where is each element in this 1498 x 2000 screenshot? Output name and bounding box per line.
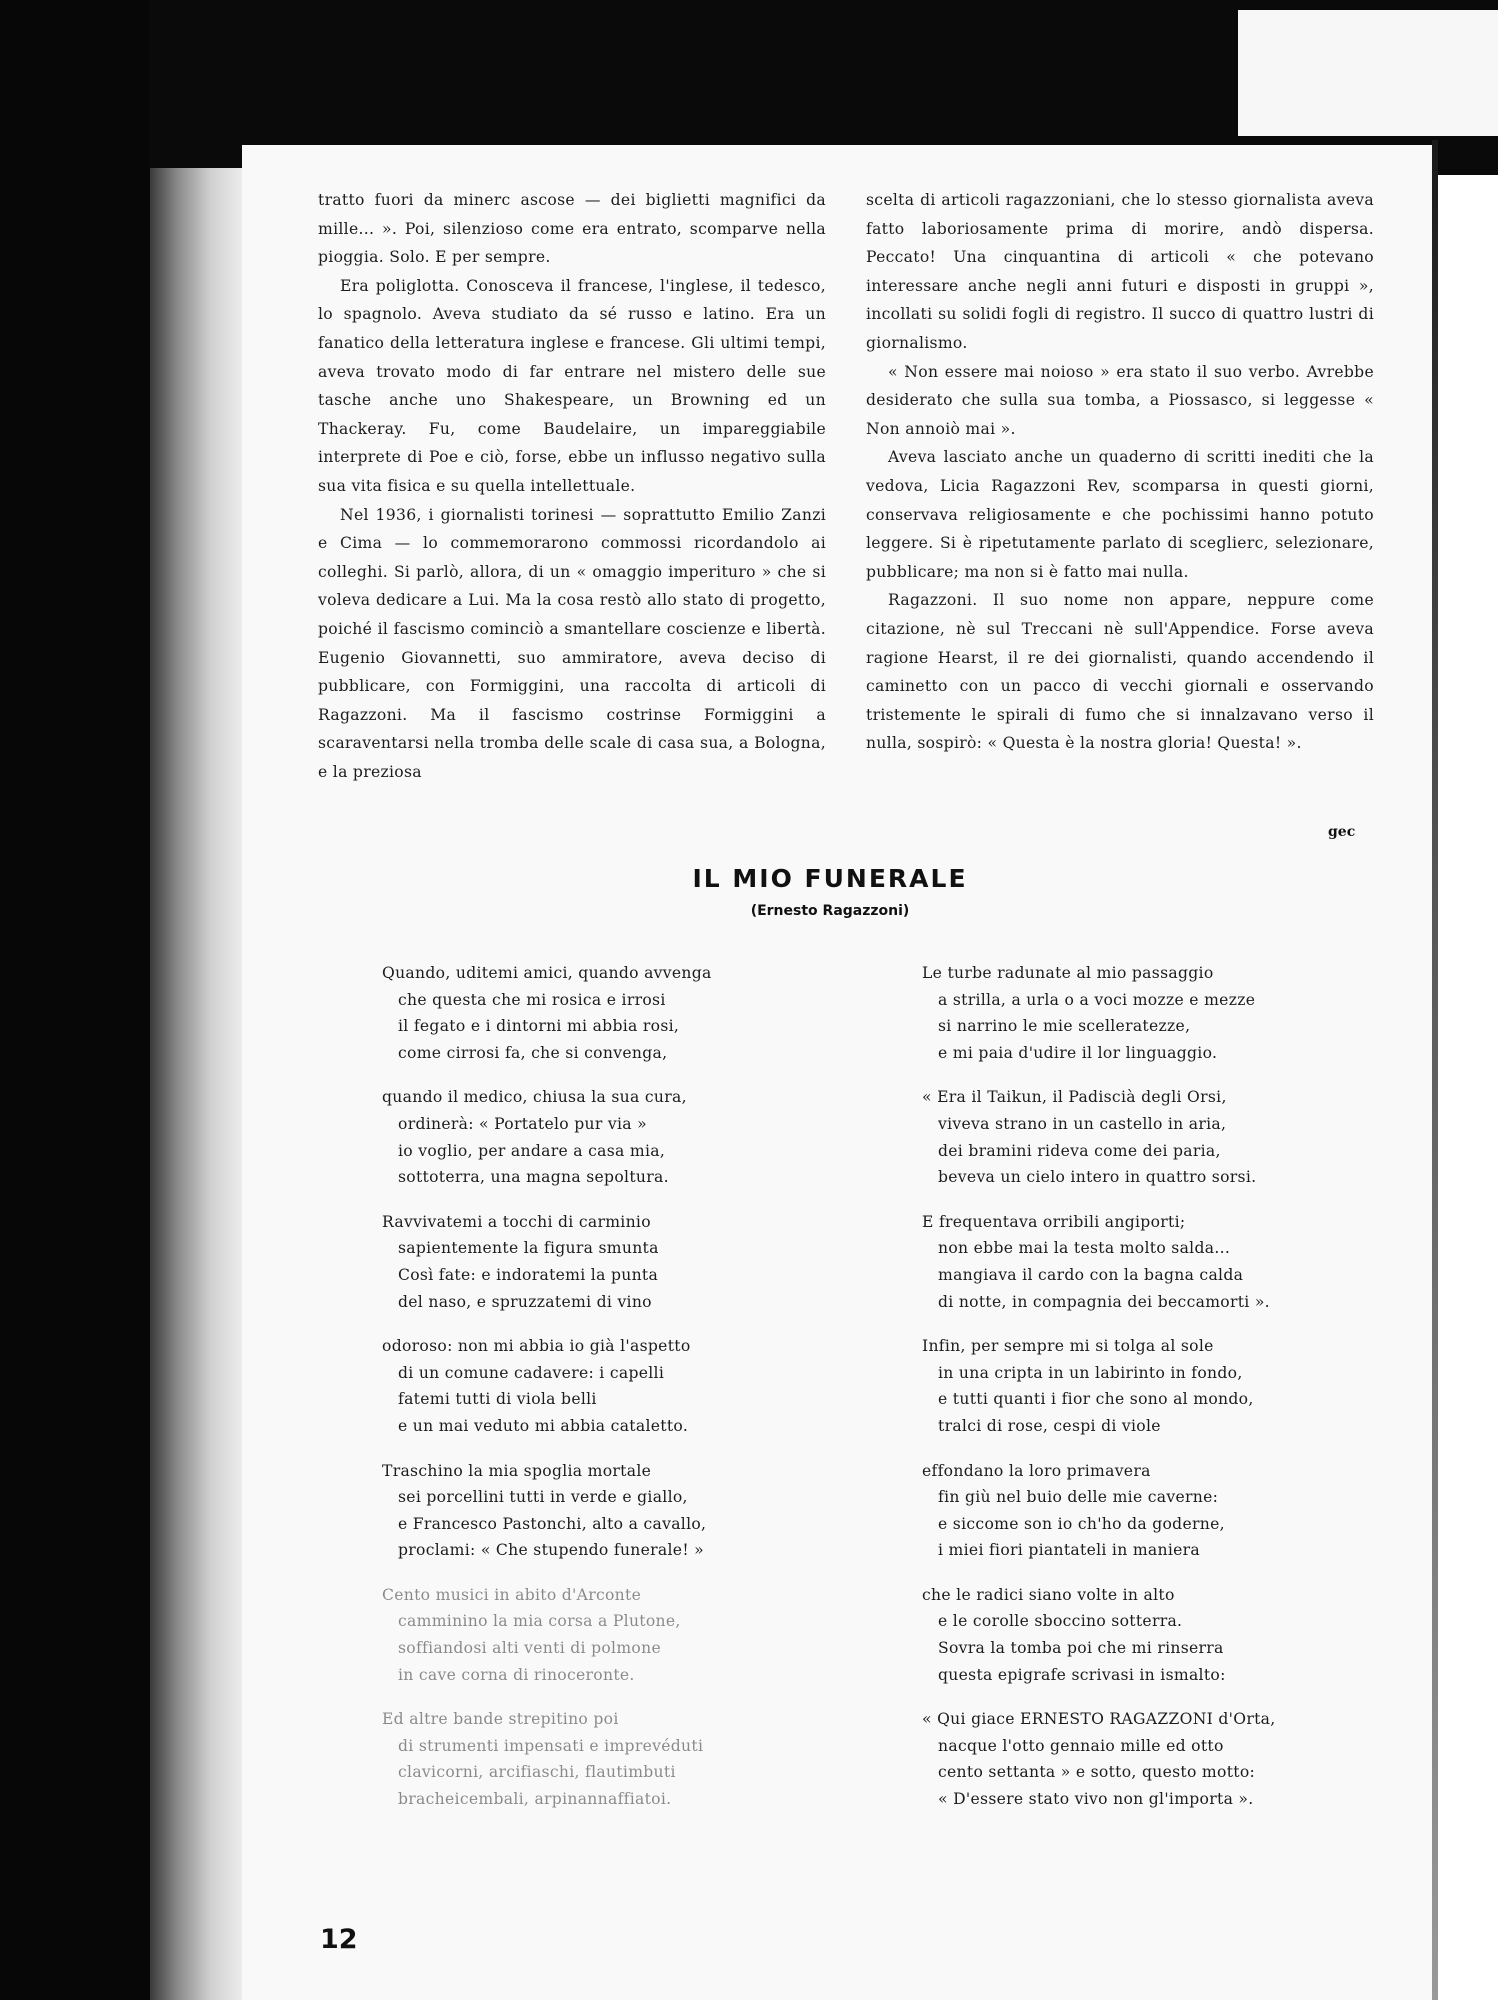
poem-line: bracheicembali, arpinannaffiatoi. (398, 1790, 672, 1809)
poem-line: « Qui giace ERNESTO RAGAZZONI d'Orta, (922, 1710, 1276, 1729)
poem-line: i miei fiori piantateli in maniera (938, 1541, 1201, 1560)
article-paragraph: Ragazzoni. Il suo nome non appare, neppure come citazione, nè sul Treccani nè sull'Appendice. Forse aveva ragione Hearst, il re dei giornalisti, quando accendendo il caminetto con un pacco di vecchi giornali e osservando tristemente le spirali di fumo che si innalzavano verso il nulla, sospirò: « Questa è la nostra gloria! Questa! ». (866, 591, 1374, 753)
poem-line: beveva un cielo intero in quattro sorsi. (938, 1168, 1257, 1187)
article-paragraph: « Non essere mai noioso » era stato il suo verbo. Avrebbe desiderato che sulla sua tomba, a Piossasco, si leggesse « Non annoiò mai ». (866, 362, 1374, 438)
page-number: 12 (320, 1924, 358, 1955)
poem-line: del naso, e spruzzatemi di vino (398, 1292, 652, 1311)
poem-line: Sovra la tomba poi che mi rinserra (938, 1639, 1224, 1658)
poem-stanza (382, 1458, 772, 1564)
poem-stanza (382, 960, 772, 1066)
poem-line: di notte, in compagnia dei beccamorti ». (938, 1292, 1270, 1311)
poem-line: mangiava il cardo con la bagna calda (938, 1265, 1244, 1284)
poem-line: fin giù nel buio delle mie caverne: (938, 1488, 1219, 1507)
poem-line: sapientemente la figura smunta (398, 1239, 659, 1258)
poem-line: a strilla, a urla o a voci mozze e mezze (938, 990, 1256, 1009)
article-column-right (866, 186, 1374, 758)
poem-line: Le turbe radunate al mio passaggio (922, 964, 1214, 982)
article-paragraph: Nel 1936, i giornalisti torinesi — soprattutto Emilio Zanzi e Cima — lo commemorarono commossi ricordandolo ai colleghi. Si parlò, allora, di un « omaggio imperituro » che si voleva dedicare a Lui. Ma la cosa restò allo stato di progetto, poiché il fascismo cominciò a smantellare coscienze e libertà. Eugenio Giovannetti, suo ammiratore, aveva deciso di pubblicare, con Formiggini, una raccolta di articoli di Ragazzoni. Ma il fascismo costrinse Formiggini a scaraventarsi nella tromba delle scale di casa sua, a Bologna, e la preziosa (318, 505, 826, 781)
poem-line: si narrino le mie scelleratezze, (938, 1017, 1191, 1036)
poem-line: Cento musici in abito d'Arconte (382, 1585, 642, 1604)
poem-line: odoroso: non mi abbia io già l'aspetto (382, 1337, 691, 1356)
poem-stanza (922, 1582, 1382, 1688)
poem-stanza (382, 1706, 772, 1812)
poem-line: E frequentava orribili angiporti; (922, 1212, 1186, 1231)
poem-stanza (922, 1209, 1382, 1315)
poem-column-left (382, 960, 772, 1831)
poem-line: Quando, uditemi amici, quando avvenga (382, 964, 712, 982)
poem-line: sottoterra, una magna sepoltura. (398, 1168, 669, 1187)
poem-line: quando il medico, chiusa la sua cura, (382, 1088, 687, 1107)
poem-line: di un comune cadavere: i capelli (398, 1363, 665, 1382)
poem-line: « Era il Taikun, il Padiscià degli Orsi, (922, 1088, 1227, 1107)
poem-line: in cave corna di rinoceronte. (398, 1665, 635, 1684)
poem-stanza (382, 1084, 772, 1190)
poem-line: Traschino la mia spoglia mortale (382, 1461, 652, 1480)
poem-line: Così fate: e indoratemi la punta (398, 1265, 659, 1284)
poem-stanza (382, 1582, 772, 1688)
poem-column-right (922, 960, 1382, 1831)
poem-line: soffiandosi alti venti di polmone (398, 1639, 661, 1658)
poem-line: viveva strano in un castello in aria, (938, 1114, 1227, 1133)
scan-border-left (0, 0, 150, 2000)
poem-line: e siccome son io ch'ho da goderne, (938, 1514, 1225, 1533)
book-spine-shadow (150, 168, 242, 2000)
poem-line: tralci di rose, cespi di viole (938, 1416, 1161, 1435)
poem-stanza (922, 1084, 1382, 1190)
poem-line: nacque l'otto gennaio mille ed otto (938, 1736, 1224, 1755)
poem-line: Ravvivatemi a tocchi di carminio (382, 1212, 651, 1231)
poem-line: che le radici siano volte in alto (922, 1585, 1175, 1604)
poem-line: e mi paia d'udire il lor linguaggio. (938, 1043, 1218, 1062)
poem-stanza (922, 1706, 1382, 1812)
poem-line: clavicorni, arcifiaschi, flautimbuti (398, 1763, 676, 1782)
poem-line: io voglio, per andare a casa mia, (398, 1141, 666, 1160)
poem-line: Infin, per sempre mi si tolga al sole (922, 1337, 1214, 1356)
poem-stanza (382, 1209, 772, 1315)
article-paragraph: Aveva lasciato anche un quaderno di scritti inediti che la vedova, Licia Ragazzoni Rev, scomparsa in questi giorni, conservava religiosamente e che pochissimi hanno potuto leggere. Si è ripetutamente parlato di sceglierc, selezionare, pubblicare; ma non si è fatto mai nulla. (866, 448, 1374, 581)
poem-stanza (922, 1333, 1382, 1439)
poem-line: il fegato e i dintorni mi abbia rosi, (398, 1017, 680, 1036)
poem-line: come cirrosi fa, che si convenga, (398, 1043, 668, 1062)
poem-line: ordinerà: « Portatelo pur via » (398, 1114, 647, 1133)
poem-line: effondano la loro primavera (922, 1461, 1151, 1480)
article-paragraph: scelta di articoli ragazzoniani, che lo stesso giornalista aveva fatto laboriosamente prima di morire, andò dispersa. Peccato! Una cinquantina di articoli « che potevano interessare anche negli anni futuri e disposti in gruppi », incollati su solidi fogli di registro. Il succo di quattro lustri di giornalismo. (866, 191, 1374, 352)
poem-line: Ed altre bande strepitino poi (382, 1710, 619, 1729)
poem-line: in una cripta in un labirinto in fondo, (938, 1363, 1243, 1382)
poem-stanza (922, 1458, 1382, 1564)
poem-line: cento settanta » e sotto, questo motto: (938, 1763, 1256, 1782)
poem-line: e tutti quanti i fior che sono al mondo, (938, 1390, 1254, 1409)
poem-line: fatemi tutti di viola belli (398, 1390, 597, 1409)
poem-line: camminino la mia corsa a Plutone, (398, 1612, 681, 1631)
poem-stanza (922, 960, 1382, 1066)
poem-line: e le corolle sboccino sotterra. (938, 1612, 1183, 1631)
poem-stanza (382, 1333, 772, 1439)
article-column-left (318, 186, 826, 786)
poem-line: di strumenti impensati e imprevéduti (398, 1736, 704, 1755)
poem-line: dei bramini rideva come dei paria, (938, 1141, 1221, 1160)
article-signature: gec (1328, 824, 1356, 840)
page-edge-shadow (1432, 140, 1438, 2000)
poem-line: questa epigrafe scrivasi in ismalto: (938, 1665, 1226, 1684)
poem-line: sei porcellini tutti in verde e giallo, (398, 1488, 688, 1507)
poem-line: proclami: « Che stupendo funerale! » (398, 1541, 704, 1560)
poem-line: e Francesco Pastonchi, alto a cavallo, (398, 1514, 707, 1533)
article-paragraph: Era poliglotta. Conosceva il francese, l'inglese, il tedesco, lo spagnolo. Aveva studiato da sé russo e latino. Era un fanatico della letteratura inglese e francese. Gli ultimi tempi, aveva trovato modo di far entrare nel mistero delle sue tasche anche uno Shakespeare, un Browning ed un Thackeray. Fu, come Baudelaire, un impareggiabile interprete di Poe e ciò, forse, ebbe un influsso negativo sulla sua vita fisica e su quella intellettuale. (318, 276, 826, 495)
poem-title: IL MIO FUNERALE (692, 864, 968, 893)
poem-line: e un mai veduto mi abbia cataletto. (398, 1416, 689, 1435)
poem-author: (Ernesto Ragazzoni) (750, 903, 910, 919)
poem-line: non ebbe mai la testa molto salda... (938, 1239, 1231, 1258)
poem-line: che questa che mi rosica e irrosi (398, 990, 666, 1009)
article-paragraph: tratto fuori da minerc ascose — dei biglietti magnifici da mille... ». Poi, silenzioso come era entrato, scomparve nella pioggia. Solo. E per sempre. (318, 191, 826, 267)
poem-line: « D'essere stato vivo non gl'importa ». (938, 1790, 1254, 1809)
scan-background-patch (1238, 10, 1498, 136)
